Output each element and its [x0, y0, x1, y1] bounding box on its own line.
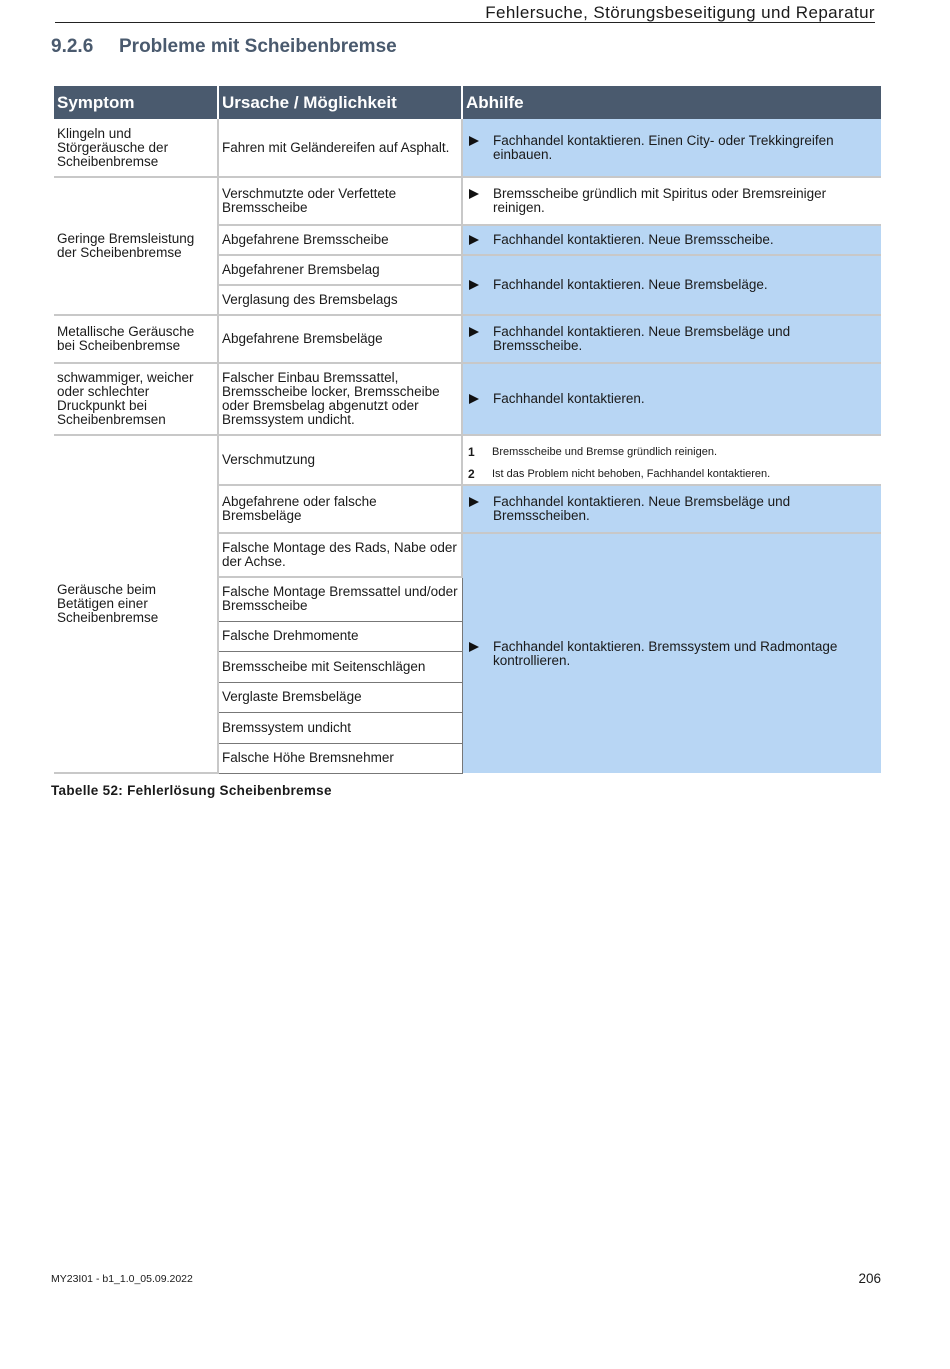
- chapter-title: Fehlersuche, Störungsbeseitigung und Reparatur: [485, 3, 875, 22]
- table-row: [54, 315, 881, 363]
- remedy-cell: [462, 225, 881, 255]
- header-remedy: Abhilfe: [462, 86, 881, 119]
- remedy-text: Fachhandel kontaktieren. Bremssystem und Radmontage kontrollieren.: [493, 638, 838, 668]
- arrow-right-icon: [469, 327, 479, 337]
- symptom-cell: Metallische Geräusche bei Scheibenbremse: [54, 315, 218, 363]
- arrow-right-icon: [469, 189, 479, 199]
- cause-cell: Falsche Montage des Rads, Nabe oder der Achse.: [218, 533, 462, 577]
- remedy-text: Fachhandel kontaktieren. Neue Bremsscheibe.: [493, 232, 774, 247]
- remedy-text: Bremsscheibe gründlich mit Spiritus oder Bremsreiniger reinigen.: [493, 186, 827, 215]
- footer-doc-id: MY23I01 - b1_1.0_05.09.2022: [51, 1273, 193, 1285]
- arrow-right-icon: [469, 136, 479, 146]
- cause-cell: Falsche Höhe Bremsnehmer: [218, 743, 462, 773]
- remedy-cell: [462, 315, 881, 363]
- arrow-right-icon: [469, 280, 479, 290]
- remedy-cell: [462, 485, 881, 533]
- cause-cell: Verglaste Bremsbeläge: [218, 682, 462, 712]
- step-number: 2: [468, 467, 475, 481]
- step-item: [466, 467, 878, 481]
- remedy-cell: [462, 119, 881, 177]
- page-number: 206: [858, 1271, 881, 1286]
- table-caption: Tabelle 52: Fehlerlösung Scheibenbremse: [51, 783, 332, 798]
- symptom-cell: schwammiger, weicher oder schlechter Druckpunkt bei Scheibenbremsen: [54, 363, 218, 435]
- cause-cell: Abgefahrene Bremsscheibe: [218, 225, 462, 255]
- arrow-right-icon: [469, 394, 479, 404]
- remedy-text: Fachhandel kontaktieren.: [493, 391, 645, 406]
- table-row: [54, 177, 881, 225]
- table-row: [54, 363, 881, 435]
- remedy-cell: [462, 255, 881, 315]
- section-title: Probleme mit Scheibenbremse: [119, 36, 397, 57]
- arrow-right-icon: [469, 497, 479, 507]
- symptom-cell: Klingeln und Störgeräusche der Scheibenbremse: [54, 119, 218, 177]
- cause-cell: Verglasung des Bremsbelags: [218, 285, 462, 315]
- remedy-cell: [462, 177, 881, 225]
- cause-cell: Abgefahrene oder falsche Bremsbeläge: [218, 485, 462, 533]
- step-text: Ist das Problem nicht behoben, Fachhandel kontaktieren.: [492, 468, 771, 480]
- cause-cell: Bremsscheibe mit Seitenschlägen: [218, 651, 462, 682]
- remedy-cell: [462, 533, 881, 773]
- cause-cell: Falsche Montage Bremssattel und/oder Bremsscheibe: [218, 577, 462, 621]
- troubleshooting-table: [54, 86, 881, 774]
- remedy-text: Fachhandel kontaktieren. Neue Bremsbeläge und Bremsscheiben.: [493, 494, 791, 523]
- header-cause: Ursache / Möglichkeit: [218, 86, 462, 119]
- arrow-right-icon: [469, 642, 479, 652]
- cause-cell: Fahren mit Geländereifen auf Asphalt.: [218, 119, 462, 177]
- remedy-cell: [462, 363, 881, 435]
- table-header-row: [54, 86, 881, 119]
- step-text: Bremsscheibe und Bremse gründlich reinigen.: [492, 446, 718, 458]
- section-number: 9.2.6: [51, 36, 94, 57]
- remedy-text: Fachhandel kontaktieren. Neue Bremsbeläge und Bremsscheibe.: [493, 324, 791, 353]
- cause-cell: Falscher Einbau Bremssattel, Bremsscheibe locker, Bremsscheibe oder Bremsbelag abgenutzt oder Bremssystem undicht.: [218, 363, 462, 435]
- arrow-right-icon: [469, 235, 479, 245]
- step-number: 1: [468, 445, 475, 459]
- cause-cell: Verschmutzung: [218, 435, 462, 485]
- symptom-cell: Geringe Bremsleistung der Scheibenbremse: [54, 177, 218, 315]
- section-heading: [51, 36, 397, 58]
- header-symptom: Symptom: [54, 86, 218, 119]
- cause-cell: Falsche Drehmomente: [218, 621, 462, 651]
- header-rule: [55, 22, 875, 23]
- remedy-text: Fachhandel kontaktieren. Einen City- oder Trekkingreifen einbauen.: [493, 132, 834, 162]
- remedy-text: Fachhandel kontaktieren. Neue Bremsbeläge.: [493, 277, 768, 292]
- remedy-cell: [462, 435, 881, 485]
- table-row: [54, 435, 881, 485]
- symptom-cell: Geräusche beim Betätigen einer Scheibenbremse: [54, 435, 218, 773]
- cause-cell: Bremssystem undicht: [218, 712, 462, 743]
- cause-cell: Abgefahrene Bremsbeläge: [218, 315, 462, 363]
- table-row: [54, 119, 881, 177]
- cause-cell: Verschmutzte oder Verfettete Bremsscheibe: [218, 177, 462, 225]
- cause-cell: Abgefahrener Bremsbelag: [218, 255, 462, 285]
- step-item: [466, 445, 878, 459]
